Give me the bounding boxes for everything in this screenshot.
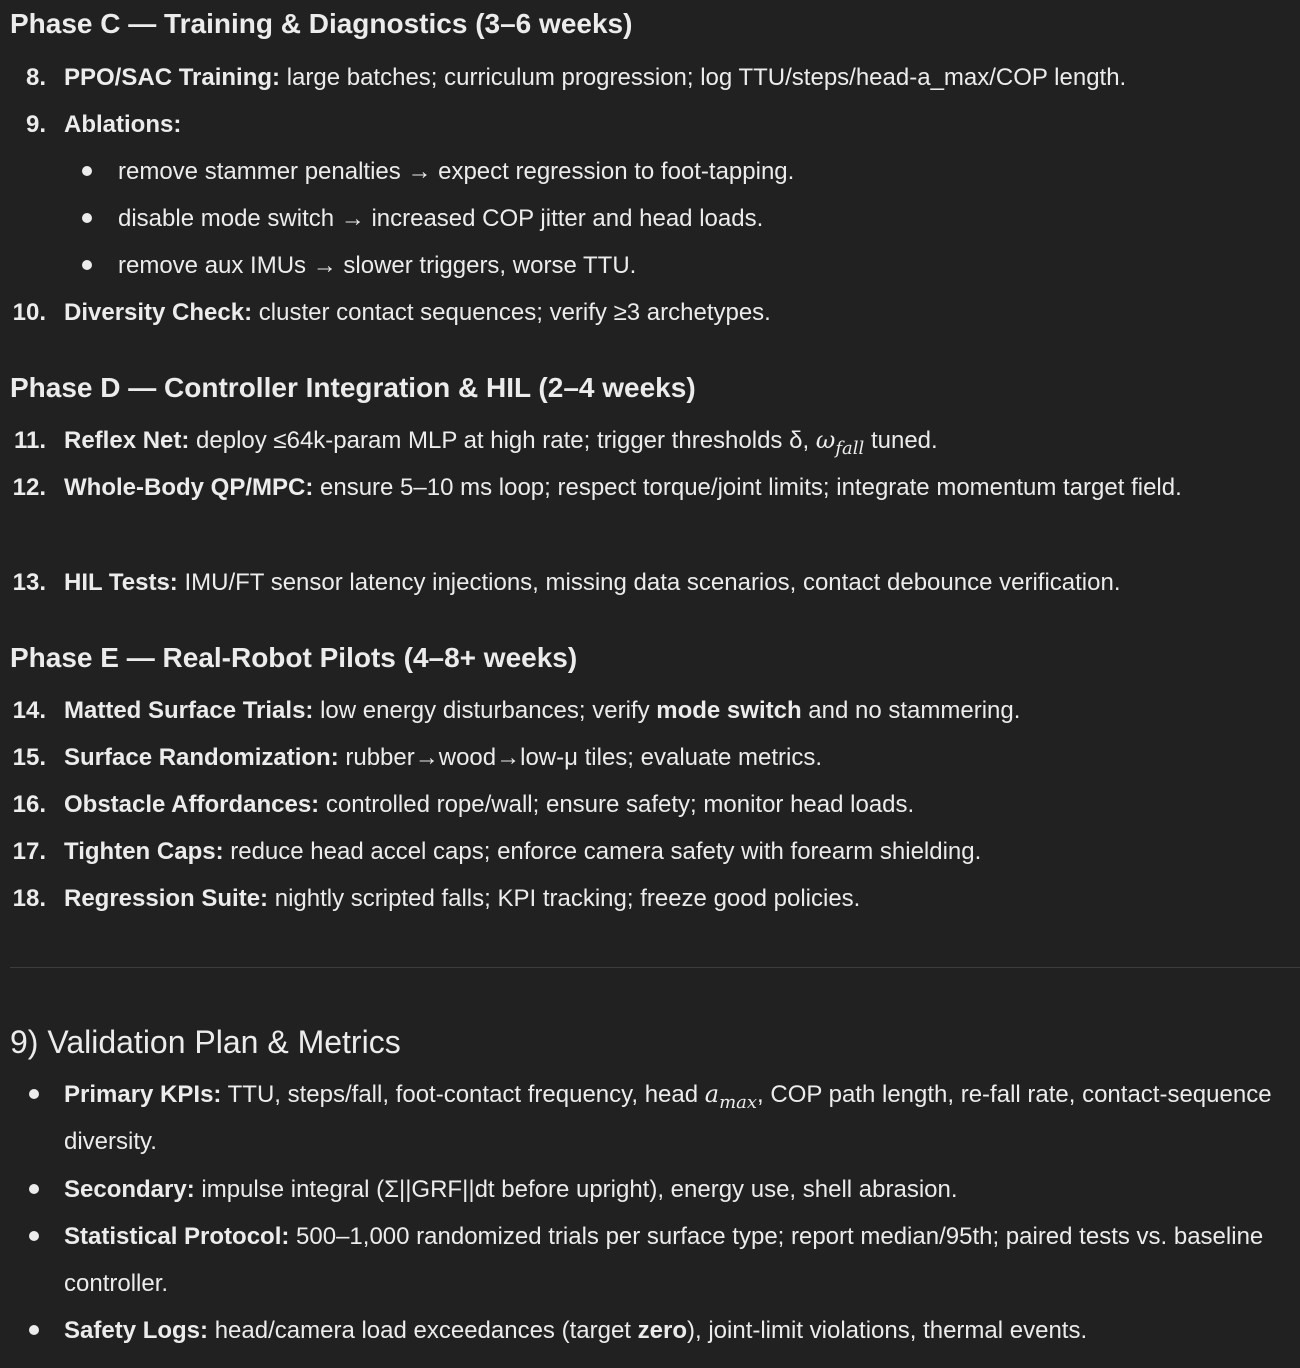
ablation-text: disable mode switch → increased COP jitter and head loads.	[118, 205, 764, 232]
item-number: 14.	[12, 697, 46, 724]
math-subscript: max	[719, 1091, 758, 1113]
section-divider	[10, 967, 1300, 968]
bullet-emphasis: zero	[637, 1317, 687, 1344]
omega-subscript: fall	[835, 437, 865, 459]
item-text: large batches; curriculum progression; log TTU/steps/head-a_max/COP length.	[280, 64, 1127, 91]
bullet-dot-icon	[29, 1325, 39, 1335]
bullet-dot-icon	[82, 213, 92, 223]
item-label: PPO/SAC Training:	[64, 64, 281, 91]
item-emphasis: mode switch	[656, 697, 802, 724]
item-number: 9.	[25, 111, 46, 138]
phase-d-heading: Phase D — Controller Integration & HIL (2–4 weeks)	[10, 372, 696, 403]
bullet-text-end: , COP path length, re-fall rate, contact-sequence diversity.	[64, 1081, 1272, 1155]
item-text: nightly scripted falls; KPI tracking; freeze good policies.	[268, 885, 861, 912]
item-label: Surface Randomization:	[64, 744, 339, 771]
item-text: deploy ≤64k-param MLP at high rate; trigger thresholds δ,	[189, 427, 816, 454]
item-text: rubber→wood→low-μ tiles; evaluate metrics.	[338, 744, 823, 771]
bullet-label: Safety Logs:	[64, 1317, 209, 1344]
item-label: Matted Surface Trials:	[64, 697, 314, 724]
bullet-label: Secondary:	[64, 1176, 195, 1203]
item-number: 16.	[12, 791, 46, 818]
item-number: 10.	[12, 299, 46, 326]
item-label: Tighten Caps:	[64, 838, 224, 865]
bullet-text: head/camera load exceedances (target	[208, 1317, 638, 1344]
bullet-text: 500–1,000 randomized trials per surface type; report median/95th; paired tests vs. baseline controller.	[64, 1223, 1264, 1297]
bullet-dot-icon	[82, 260, 92, 270]
item-label: Regression Suite:	[64, 885, 269, 912]
bullet-label: Primary KPIs:	[64, 1081, 222, 1108]
omega-symbol: ω	[815, 426, 836, 454]
item-text: low energy disturbances; verify	[313, 697, 657, 724]
bullet-dot-icon	[29, 1089, 39, 1099]
phase-e-heading: Phase E — Real-Robot Pilots (4–8+ weeks)	[10, 642, 578, 673]
item-label: Whole-Body QP/MPC:	[64, 474, 314, 501]
item-text: cluster contact sequences; verify ≥3 archetypes.	[252, 299, 771, 326]
validation-heading: 9) Validation Plan & Metrics	[10, 1024, 401, 1060]
item-label: Ablations:	[64, 111, 182, 138]
item-text-end: tuned.	[864, 427, 938, 454]
item-text: IMU/FT sensor latency injections, missing data scenarios, contact debounce verification.	[177, 569, 1121, 596]
item-number: 17.	[12, 838, 46, 865]
item-label: HIL Tests:	[64, 569, 178, 596]
ablation-text: remove aux IMUs → slower triggers, worse TTU.	[118, 252, 637, 279]
item-text: ensure 5–10 ms loop; respect torque/joint limits; integrate momentum target field.	[313, 474, 1182, 501]
item-label: Obstacle Affordances:	[64, 791, 320, 818]
item-number: 15.	[12, 744, 46, 771]
bullet-text-end: ), joint-limit violations, thermal events.	[687, 1317, 1088, 1344]
item-number: 8.	[25, 64, 46, 91]
item-label: Diversity Check:	[64, 299, 253, 326]
math-symbol: a	[704, 1080, 720, 1108]
bullet-text: TTU, steps/fall, foot-contact frequency, head	[221, 1081, 705, 1108]
item-text: controlled rope/wall; ensure safety; monitor head loads.	[319, 791, 915, 818]
item-text-end: and no stammering.	[801, 697, 1021, 724]
item-number: 11.	[13, 427, 46, 454]
item-text: reduce head accel caps; enforce camera safety with forearm shielding.	[223, 838, 982, 865]
item-number: 18.	[12, 885, 46, 912]
bullet-label: Statistical Protocol:	[64, 1223, 290, 1250]
item-number: 13.	[12, 569, 46, 596]
bullet-text: impulse integral (Σ||GRF||dt before upright), energy use, shell abrasion.	[194, 1176, 958, 1203]
ablation-text: remove stammer penalties → expect regression to foot-tapping.	[118, 158, 795, 185]
bullet-dot-icon	[29, 1231, 39, 1241]
bullet-dot-icon	[29, 1184, 39, 1194]
phase-c-heading: Phase C — Training & Diagnostics (3–6 weeks)	[10, 8, 633, 39]
bullet-dot-icon	[82, 166, 92, 176]
item-label: Reflex Net:	[64, 427, 190, 454]
item-number: 12.	[12, 474, 46, 501]
